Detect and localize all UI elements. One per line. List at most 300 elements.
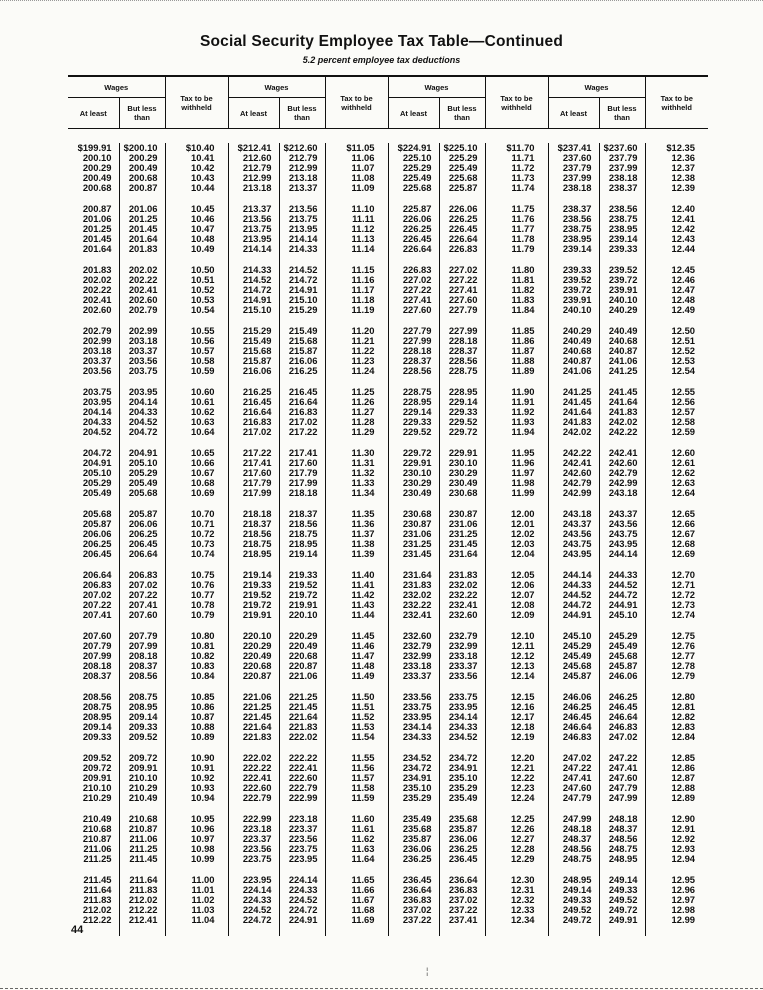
tax-withheld-cell bbox=[325, 814, 388, 875]
tax-withheld-cell bbox=[165, 448, 228, 509]
table-value: 11.25 bbox=[351, 386, 375, 397]
but-less-than-cell bbox=[279, 875, 325, 936]
at-least-cell bbox=[388, 875, 439, 936]
table-value: 203.37 bbox=[128, 345, 158, 356]
table-value: 232.41 bbox=[402, 609, 432, 620]
table-value: 210.68 bbox=[82, 823, 112, 834]
table-row-group bbox=[68, 753, 708, 814]
table-value: 10.52 bbox=[191, 284, 215, 295]
table-value: 206.83 bbox=[82, 579, 112, 590]
table-value: 211.25 bbox=[129, 843, 158, 854]
table-value: 12.73 bbox=[671, 599, 695, 610]
table-value: 212.60 bbox=[242, 152, 272, 163]
table-value: 11.14 bbox=[351, 243, 375, 254]
table-value: 11.57 bbox=[351, 772, 375, 783]
table-value: 11.02 bbox=[191, 894, 215, 905]
but-less-than-cell bbox=[279, 692, 325, 753]
tax-withheld-cell bbox=[485, 326, 548, 387]
table-value: 11.97 bbox=[511, 467, 535, 478]
table-value: 11.85 bbox=[511, 325, 535, 336]
table-value: 11.82 bbox=[511, 284, 535, 295]
table-value: 227.60 bbox=[402, 304, 432, 315]
table-value: 241.25 bbox=[608, 365, 638, 376]
table-value: 247.41 bbox=[608, 762, 638, 773]
table-value: 12.57 bbox=[671, 406, 695, 417]
table-value: 235.49 bbox=[448, 792, 478, 803]
table-value: 223.56 bbox=[288, 833, 318, 844]
table-value: 12.01 bbox=[511, 518, 535, 529]
table-value: 230.87 bbox=[448, 508, 478, 519]
table-value: 214.33 bbox=[288, 243, 318, 254]
table-value: 217.60 bbox=[242, 467, 272, 478]
table-value: 208.75 bbox=[128, 691, 158, 702]
table-value: 10.92 bbox=[191, 772, 215, 783]
table-value: 228.18 bbox=[448, 335, 478, 346]
table-value: 219.33 bbox=[288, 569, 318, 580]
table-value: 201.64 bbox=[128, 233, 158, 244]
at-least-cell bbox=[228, 387, 279, 448]
table-value: 202.41 bbox=[128, 284, 158, 295]
wages-header: Wages bbox=[548, 76, 645, 98]
at-least-cell bbox=[68, 143, 119, 204]
table-value: 11.52 bbox=[351, 711, 375, 722]
but-less-than-cell bbox=[599, 692, 645, 753]
table-value: 208.56 bbox=[128, 670, 158, 681]
table-value: 11.21 bbox=[351, 335, 375, 346]
table-value: 245.87 bbox=[562, 670, 592, 681]
table-value: 240.68 bbox=[562, 345, 592, 356]
table-value: 203.56 bbox=[82, 365, 112, 376]
table-value: 10.84 bbox=[191, 670, 215, 681]
table-value: 212.99 bbox=[288, 162, 318, 173]
table-value: 239.91 bbox=[608, 284, 638, 295]
table-value: 11.80 bbox=[511, 264, 535, 275]
table-value: 240.29 bbox=[562, 325, 592, 336]
table-value: 202.22 bbox=[128, 274, 158, 285]
table-value: 223.75 bbox=[288, 843, 318, 854]
tax-withheld-cell bbox=[645, 692, 708, 753]
but-less-than-cell bbox=[599, 448, 645, 509]
but-less-than-cell bbox=[279, 204, 325, 265]
table-value: 10.94 bbox=[191, 792, 215, 803]
table-value: 205.68 bbox=[128, 487, 158, 498]
table-value: 203.18 bbox=[82, 345, 112, 356]
table-value: 12.34 bbox=[511, 914, 535, 925]
table-value: 246.45 bbox=[562, 711, 592, 722]
table-value: 230.29 bbox=[402, 477, 432, 488]
table-value: 220.49 bbox=[242, 650, 272, 661]
tax-withheld-cell bbox=[165, 753, 228, 814]
table-value: 10.93 bbox=[191, 782, 215, 793]
wages-header: Wages bbox=[68, 76, 165, 98]
tax-withheld-cell bbox=[325, 143, 388, 204]
but-less-than-header: But less than bbox=[279, 98, 325, 129]
table-value: 248.95 bbox=[562, 874, 592, 885]
table-value: 234.52 bbox=[402, 752, 432, 763]
table-value: 215.29 bbox=[242, 325, 272, 336]
tax-withheld-cell bbox=[485, 692, 548, 753]
table-value: 211.06 bbox=[129, 833, 158, 844]
table-value: 12.83 bbox=[671, 721, 695, 732]
table-value: 244.72 bbox=[608, 589, 638, 600]
table-value: 203.95 bbox=[82, 396, 112, 407]
table-value: 228.37 bbox=[448, 345, 478, 356]
at-least-cell bbox=[68, 692, 119, 753]
table-value: 10.53 bbox=[191, 294, 215, 305]
table-value: 200.87 bbox=[128, 182, 158, 193]
tax-withheld-header: Tax to be withheld bbox=[165, 76, 228, 129]
at-least-cell bbox=[388, 387, 439, 448]
table-value: 233.95 bbox=[448, 701, 478, 712]
but-less-than-cell bbox=[439, 387, 485, 448]
table-value: 228.18 bbox=[402, 345, 432, 356]
table-value: 11.73 bbox=[511, 172, 535, 183]
table-value: 12.85 bbox=[671, 752, 695, 763]
table-value: 207.60 bbox=[82, 630, 112, 641]
table-value: 12.77 bbox=[671, 650, 695, 661]
but-less-than-cell bbox=[599, 875, 645, 936]
table-value: 210.29 bbox=[82, 792, 112, 803]
table-value: 11.49 bbox=[351, 670, 375, 681]
table-value: 11.22 bbox=[351, 345, 375, 356]
table-value: 11.09 bbox=[351, 182, 375, 193]
table-value: 208.95 bbox=[82, 711, 112, 722]
table-value: 234.91 bbox=[448, 762, 478, 773]
table-value: 224.52 bbox=[242, 904, 272, 915]
table-value: 237.22 bbox=[448, 904, 478, 915]
page-subtitle: 5.2 percent employee tax deductions bbox=[302, 55, 461, 65]
but-less-than-header: But less than bbox=[599, 98, 645, 129]
table-value: 12.21 bbox=[511, 762, 535, 773]
at-least-cell bbox=[68, 509, 119, 570]
table-value: 208.56 bbox=[82, 691, 112, 702]
but-less-than-cell bbox=[439, 143, 485, 204]
table-value: 204.14 bbox=[82, 406, 112, 417]
table-value: 202.79 bbox=[82, 325, 112, 336]
table-value: 11.03 bbox=[191, 904, 215, 915]
tax-withheld-cell bbox=[325, 753, 388, 814]
table-value: 200.10 bbox=[82, 152, 112, 163]
table-value: 202.02 bbox=[128, 264, 158, 275]
table-value: $225.10 bbox=[443, 142, 478, 153]
table-value: 12.27 bbox=[511, 833, 535, 844]
table-value: 200.29 bbox=[82, 162, 112, 173]
but-less-than-cell bbox=[119, 509, 165, 570]
table-value: $11.70 bbox=[506, 142, 535, 153]
table-value: 224.91 bbox=[288, 914, 318, 925]
table-value: 205.49 bbox=[82, 487, 112, 498]
table-value: 10.60 bbox=[191, 386, 215, 397]
table-row-group bbox=[68, 143, 708, 204]
table-value: 229.72 bbox=[402, 447, 432, 458]
table-value: 11.69 bbox=[351, 914, 375, 925]
table-value: 11.36 bbox=[351, 518, 375, 529]
table-value: 207.22 bbox=[128, 589, 158, 600]
table-value: 220.87 bbox=[242, 670, 272, 681]
table-value: 233.18 bbox=[448, 650, 478, 661]
table-value: 11.13 bbox=[351, 233, 375, 244]
table-value: 245.10 bbox=[608, 609, 638, 620]
table-value: $199.91 bbox=[77, 142, 112, 153]
table-value: 208.95 bbox=[128, 701, 158, 712]
table-value: 244.91 bbox=[562, 609, 592, 620]
table-value: 218.75 bbox=[242, 538, 272, 549]
table-row-group bbox=[68, 814, 708, 875]
table-value: 203.95 bbox=[128, 386, 158, 397]
table-value: 233.18 bbox=[402, 660, 432, 671]
table-value: 216.06 bbox=[242, 365, 272, 376]
table-value: 10.48 bbox=[191, 233, 215, 244]
table-value: $237.60 bbox=[603, 142, 638, 153]
page-title: Social Security Employee Tax Table—Continued bbox=[199, 33, 564, 50]
tax-withheld-cell bbox=[165, 570, 228, 631]
table-value: 230.10 bbox=[402, 467, 432, 478]
table-value: 235.29 bbox=[402, 792, 432, 803]
table-value: 217.60 bbox=[288, 457, 318, 468]
table-value: 243.37 bbox=[608, 508, 638, 519]
table-value: 217.99 bbox=[242, 487, 272, 498]
table-value: 10.69 bbox=[191, 487, 215, 498]
table-value: 209.72 bbox=[128, 752, 158, 763]
table-value: 240.49 bbox=[608, 325, 638, 336]
table-value: 241.45 bbox=[608, 386, 638, 397]
table-value: 12.63 bbox=[671, 477, 695, 488]
table-value: 239.14 bbox=[562, 243, 592, 254]
table-value: 221.25 bbox=[242, 701, 272, 712]
table-value: 11.61 bbox=[351, 823, 375, 834]
table-value: 10.61 bbox=[191, 396, 215, 407]
table-value: 235.87 bbox=[402, 833, 432, 844]
table-row-group bbox=[68, 570, 708, 631]
at-least-cell bbox=[388, 631, 439, 692]
table-value: 215.87 bbox=[242, 355, 272, 366]
at-least-header: At least bbox=[548, 98, 599, 129]
tax-withheld-cell bbox=[165, 265, 228, 326]
tax-withheld-cell bbox=[325, 875, 388, 936]
table-value: 229.91 bbox=[448, 447, 478, 458]
table-value: 243.37 bbox=[562, 518, 592, 529]
table-value: 221.64 bbox=[288, 711, 318, 722]
table-value: 248.18 bbox=[608, 813, 638, 824]
table-value: 202.22 bbox=[82, 284, 112, 295]
table-value: 10.97 bbox=[191, 833, 215, 844]
but-less-than-cell bbox=[119, 265, 165, 326]
table-value: 242.99 bbox=[608, 477, 638, 488]
table-value: $212.41 bbox=[237, 142, 272, 153]
table-value: 208.18 bbox=[128, 650, 158, 661]
table-value: 10.56 bbox=[191, 335, 215, 346]
table-value: 12.32 bbox=[511, 894, 535, 905]
but-less-than-cell bbox=[119, 143, 165, 204]
table-value: 202.79 bbox=[128, 304, 158, 315]
table-value: 10.65 bbox=[191, 447, 215, 458]
table-value: 217.41 bbox=[288, 447, 318, 458]
table-value: 211.64 bbox=[83, 884, 112, 895]
table-value: 243.56 bbox=[562, 528, 592, 539]
table-value: 11.51 bbox=[351, 701, 375, 712]
table-value: 241.83 bbox=[608, 406, 638, 417]
table-value: 233.37 bbox=[402, 670, 432, 681]
table-value: 10.70 bbox=[191, 508, 215, 519]
table-value: 212.79 bbox=[288, 152, 318, 163]
wages-header: Wages bbox=[388, 76, 485, 98]
table-value: 10.71 bbox=[191, 518, 215, 529]
table-value: 225.49 bbox=[402, 172, 432, 183]
but-less-than-cell bbox=[599, 204, 645, 265]
table-value: 12.93 bbox=[671, 843, 695, 854]
table-value: 11.78 bbox=[511, 233, 535, 244]
table-value: 208.75 bbox=[82, 701, 112, 712]
table-value: 222.60 bbox=[242, 782, 272, 793]
table-value: 10.47 bbox=[191, 223, 215, 234]
table-value: 226.83 bbox=[448, 243, 478, 254]
table-value: 11.32 bbox=[351, 467, 375, 478]
table-value: 226.06 bbox=[448, 203, 478, 214]
at-least-cell bbox=[388, 448, 439, 509]
at-least-cell bbox=[388, 570, 439, 631]
table-value: 12.51 bbox=[671, 335, 695, 346]
table-value: 248.56 bbox=[562, 843, 592, 854]
table-value: 11.59 bbox=[351, 792, 375, 803]
table-value: 10.63 bbox=[191, 416, 215, 427]
table-value: 243.75 bbox=[608, 528, 638, 539]
table-value: 240.68 bbox=[608, 335, 638, 346]
table-value: 244.33 bbox=[562, 579, 592, 590]
table-value: 12.10 bbox=[511, 630, 535, 641]
table-value: 12.80 bbox=[671, 691, 695, 702]
table-value: 218.37 bbox=[242, 518, 272, 529]
table-value: 207.79 bbox=[128, 630, 158, 641]
table-value: 11.66 bbox=[351, 884, 375, 895]
table-value: 228.75 bbox=[402, 386, 432, 397]
table-value: 235.49 bbox=[402, 813, 432, 824]
table-value: 12.58 bbox=[671, 416, 695, 427]
table-value: 207.22 bbox=[82, 599, 112, 610]
table-value: 215.10 bbox=[242, 304, 272, 315]
table-value: 205.87 bbox=[128, 508, 158, 519]
table-value: 12.24 bbox=[511, 792, 535, 803]
table-value: 225.49 bbox=[448, 162, 478, 173]
table-value: 216.25 bbox=[288, 365, 318, 376]
but-less-than-cell bbox=[119, 631, 165, 692]
table-value: 232.22 bbox=[448, 589, 478, 600]
table-value: 211.25 bbox=[83, 853, 112, 864]
table-value: 220.87 bbox=[288, 660, 318, 671]
at-least-cell bbox=[548, 143, 599, 204]
table-value: 209.33 bbox=[82, 731, 112, 742]
table-value: 226.64 bbox=[402, 243, 432, 254]
tax-withheld-cell bbox=[165, 326, 228, 387]
table-value: 217.79 bbox=[242, 477, 272, 488]
table-value: 223.75 bbox=[242, 853, 272, 864]
table-value: 11.86 bbox=[511, 335, 535, 346]
table-value: 218.56 bbox=[288, 518, 318, 529]
table-value: 236.06 bbox=[402, 843, 432, 854]
table-value: 222.02 bbox=[242, 752, 272, 763]
table-value: 11.20 bbox=[351, 325, 375, 336]
table-value: 204.14 bbox=[128, 396, 158, 407]
tax-withheld-cell bbox=[485, 875, 548, 936]
table-value: 243.75 bbox=[562, 538, 592, 549]
table-value: 210.87 bbox=[128, 823, 158, 834]
table-value: 219.72 bbox=[242, 599, 272, 610]
table-value: 11.34 bbox=[351, 487, 375, 498]
but-less-than-cell bbox=[279, 143, 325, 204]
table-value: 230.68 bbox=[402, 508, 432, 519]
table-value: 12.23 bbox=[511, 782, 535, 793]
tax-table bbox=[68, 75, 708, 936]
table-value: 224.14 bbox=[242, 884, 272, 895]
table-value: 200.68 bbox=[82, 182, 112, 193]
table-value: 237.02 bbox=[448, 894, 478, 905]
tax-withheld-cell bbox=[645, 448, 708, 509]
tax-withheld-cell bbox=[165, 387, 228, 448]
table-value: 12.12 bbox=[511, 650, 535, 661]
table-value: 209.14 bbox=[82, 721, 112, 732]
table-value: 207.41 bbox=[82, 609, 112, 620]
table-value: 10.42 bbox=[191, 162, 215, 173]
table-value: 11.84 bbox=[511, 304, 535, 315]
table-value: 219.33 bbox=[242, 579, 272, 590]
but-less-than-cell bbox=[279, 448, 325, 509]
table-value: 12.11 bbox=[511, 640, 535, 651]
table-value: 237.79 bbox=[608, 152, 638, 163]
table-value: 227.22 bbox=[448, 274, 478, 285]
table-value: 207.99 bbox=[128, 640, 158, 651]
but-less-than-cell bbox=[119, 814, 165, 875]
but-less-than-cell bbox=[119, 387, 165, 448]
table-value: 217.41 bbox=[242, 457, 272, 468]
table-value: 210.68 bbox=[128, 813, 158, 824]
table-value: 10.74 bbox=[191, 548, 215, 559]
table-value: 215.10 bbox=[288, 294, 318, 305]
table-value: 230.29 bbox=[448, 467, 478, 478]
table-value: 206.25 bbox=[128, 528, 158, 539]
table-value: 231.83 bbox=[448, 569, 478, 580]
table-value: 10.55 bbox=[191, 325, 215, 336]
table-value: 240.10 bbox=[562, 304, 592, 315]
table-value: 212.02 bbox=[128, 894, 158, 905]
table-value: 202.99 bbox=[128, 325, 158, 336]
table-value: 209.52 bbox=[82, 752, 112, 763]
table-value: 247.99 bbox=[608, 792, 638, 803]
at-least-cell bbox=[388, 326, 439, 387]
table-value: 11.17 bbox=[351, 284, 375, 295]
tax-withheld-cell bbox=[485, 509, 548, 570]
table-value: 215.29 bbox=[288, 304, 318, 315]
table-value: 12.14 bbox=[511, 670, 535, 681]
but-less-than-cell bbox=[279, 265, 325, 326]
table-value: 247.60 bbox=[562, 782, 592, 793]
table-value: 205.29 bbox=[128, 467, 158, 478]
table-value: 12.16 bbox=[511, 701, 535, 712]
table-value: 220.29 bbox=[242, 640, 272, 651]
table-value: 11.16 bbox=[351, 274, 375, 285]
at-least-cell bbox=[68, 326, 119, 387]
table-value: 218.95 bbox=[242, 548, 272, 559]
table-value: 244.14 bbox=[562, 569, 592, 580]
table-value: 241.45 bbox=[562, 396, 592, 407]
table-value: 213.18 bbox=[242, 182, 272, 193]
table-value: 11.07 bbox=[351, 162, 375, 173]
table-value: 227.02 bbox=[448, 264, 478, 275]
table-value: 11.06 bbox=[351, 152, 375, 163]
tax-withheld-cell bbox=[165, 143, 228, 204]
table-value: 219.72 bbox=[288, 589, 318, 600]
table-value: 232.02 bbox=[448, 579, 478, 590]
table-value: 218.18 bbox=[242, 508, 272, 519]
table-value: 10.83 bbox=[191, 660, 215, 671]
